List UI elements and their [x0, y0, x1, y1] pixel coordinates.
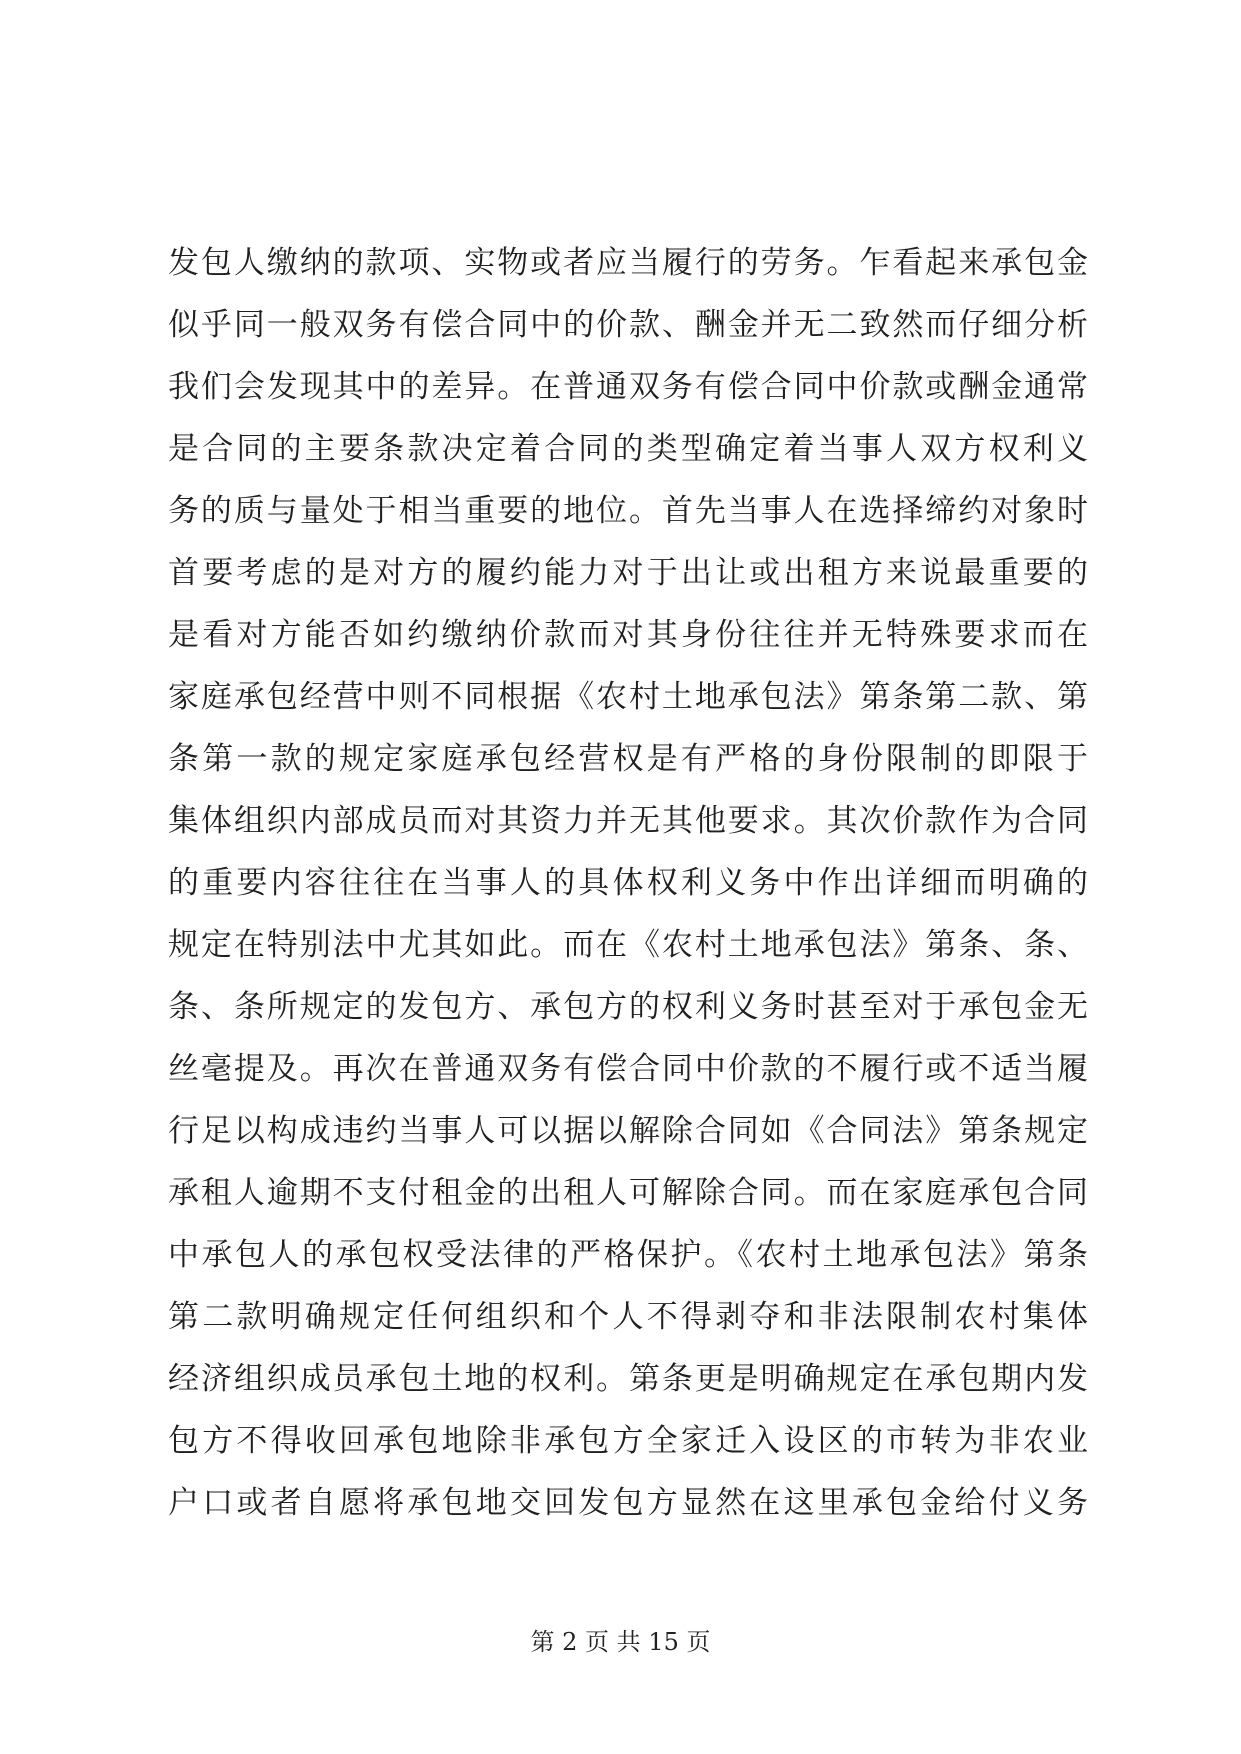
text-line: 条第一款的规定家庭承包经营权是有严格的身份限制的即限于 [168, 741, 1088, 777]
text-line: 经济组织成员承包土地的权利。第条更是明确规定在承包期内发 [168, 1361, 1088, 1397]
text-line: 规定在特别法中尤其如此。而在《农村土地承包法》第条、条、 [168, 927, 1088, 963]
text-line: 首要考虑的是对方的履约能力对于出让或出租方来说最重要的 [168, 555, 1088, 591]
text-line: 家庭承包经营中则不同根据《农村土地承包法》第条第二款、第 [168, 679, 1088, 715]
body-text [168, 232, 1088, 1534]
text-line: 发包人缴纳的款项、实物或者应当履行的劳务。乍看起来承包金 [168, 245, 1088, 281]
text-line: 第二款明确规定任何组织和个人不得剥夺和非法限制农村集体 [168, 1299, 1088, 1335]
text-line: 我们会发现其中的差异。在普通双务有偿合同中价款或酬金通常 [168, 369, 1088, 405]
text-line: 条、条所规定的发包方、承包方的权利义务时甚至对于承包金无 [168, 989, 1088, 1025]
text-line: 集体组织内部成员而对其资力并无其他要求。其次价款作为合同 [168, 803, 1088, 839]
text-line: 是合同的主要条款决定着合同的类型确定着当事人双方权利义 [168, 431, 1088, 467]
text-line: 包方不得收回承包地除非承包方全家迁入设区的市转为非农业 [168, 1423, 1088, 1459]
page-footer: 第 2 页 共 15 页 [530, 1628, 711, 1656]
text-line: 似乎同一般双务有偿合同中的价款、酬金并无二致然而仔细分析 [168, 307, 1088, 343]
text-line: 是看对方能否如约缴纳价款而对其身份往往并无特殊要求而在 [168, 617, 1088, 653]
text-line: 丝毫提及。再次在普通双务有偿合同中价款的不履行或不适当履 [168, 1051, 1088, 1087]
text-line: 中承包人的承包权受法律的严格保护。《农村土地承包法》第条 [168, 1237, 1088, 1273]
text-line: 承租人逾期不支付租金的出租人可解除合同。而在家庭承包合同 [168, 1175, 1088, 1211]
text-line: 的重要内容往往在当事人的具体权利义务中作出详细而明确的 [168, 865, 1088, 901]
text-line: 行足以构成违约当事人可以据以解除合同如《合同法》第条规定 [168, 1113, 1088, 1149]
text-line: 务的质与量处于相当重要的地位。首先当事人在选择缔约对象时 [168, 493, 1088, 529]
text-line: 户口或者自愿将承包地交回发包方显然在这里承包金给付义务 [168, 1485, 1088, 1521]
